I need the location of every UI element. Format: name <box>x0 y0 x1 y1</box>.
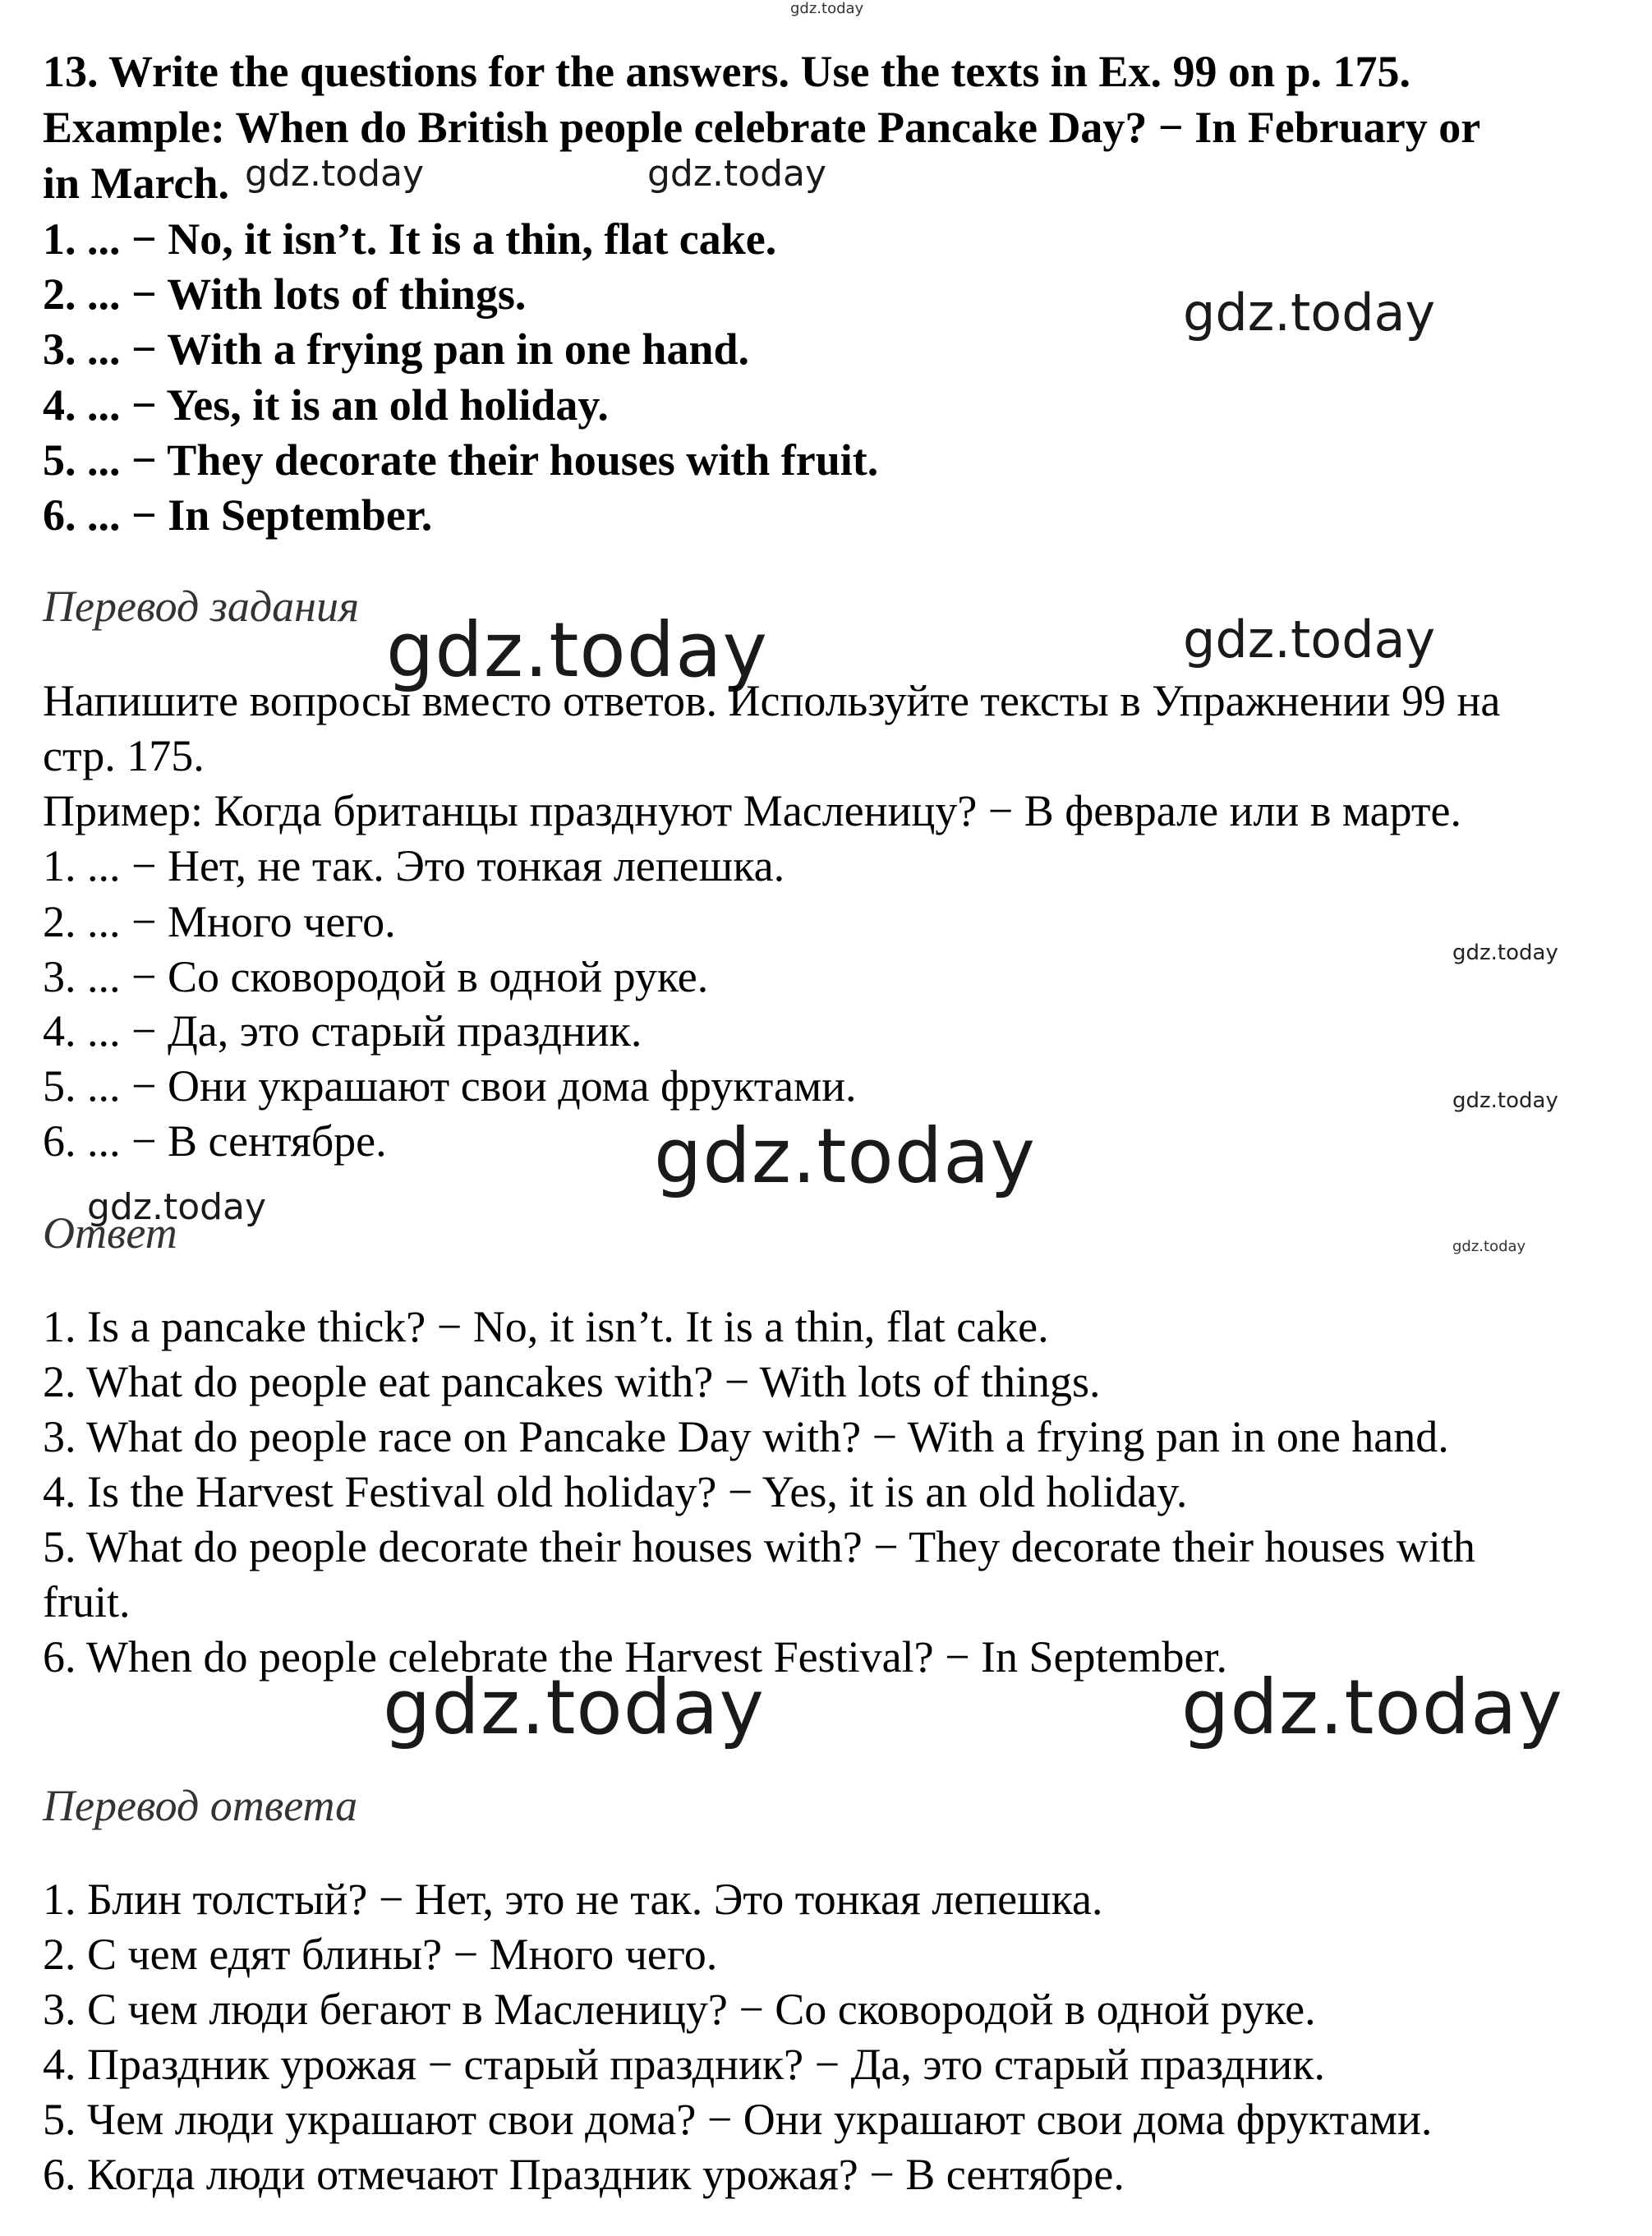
answer-item: 5. What do people decorate their houses with? − They decorate their houses with <box>43 1522 1475 1571</box>
answer-item: 2. What do people eat pancakes with? − With lots of things. <box>43 1357 1101 1406</box>
translation-item: 4. ... − Да, это старый праздник. <box>43 1006 642 1056</box>
translation-item: 2. ... − Много чего. <box>43 897 396 946</box>
answer-translation-item: 4. Праздник урожая − старый праздник? − Да, это старый праздник. <box>43 2040 1326 2089</box>
watermark: gdz.today <box>1181 1663 1563 1751</box>
task-title: 13. Write the questions for the answers. Use the texts in Ex. 99 on p. 175. <box>43 47 1411 96</box>
task-item: 4. ... − Yes, it is an old holiday. <box>43 380 609 430</box>
task-item: 2. ... − With lots of things. <box>43 269 527 319</box>
watermark: gdz.today <box>1452 1238 1526 1255</box>
watermark: gdz.today <box>654 1112 1036 1200</box>
answer-item: 3. What do people race on Pancake Day with? − With a frying pan in one hand. <box>43 1412 1449 1461</box>
translation-item: 3. ... − Со сковородой в одной руке. <box>43 952 709 1001</box>
answer-translation-heading: Перевод ответа <box>43 1781 358 1830</box>
watermark: gdz.today <box>790 0 864 17</box>
watermark: gdz.today <box>1452 1088 1558 1113</box>
watermark: gdz.today <box>1183 283 1436 343</box>
task-example-continued: in March. <box>43 159 229 208</box>
task-item: 6. ... − In September. <box>43 490 433 540</box>
task-item: 1. ... − No, it isn’t. It is a thin, flat cake. <box>43 214 777 264</box>
translation-item: 1. ... − Нет, не так. Это тонкая лепешка. <box>43 841 785 890</box>
watermark: gdz.today <box>647 153 827 195</box>
translation-instruction-continued: стр. 175. <box>43 731 205 780</box>
answer-translation-item: 3. С чем люди бегают в Масленицу? − Со сковородой в одной руке. <box>43 1985 1316 2034</box>
task-translation-heading: Перевод задания <box>43 582 360 631</box>
answer-item: 1. Is a pancake thick? − No, it isn’t. It is a thin, flat cake. <box>43 1302 1049 1351</box>
answer-translation-item: 5. Чем люди украшают свои дома? − Они украшают свои дома фруктами. <box>43 2095 1433 2144</box>
translation-item: 6. ... − В сентябре. <box>43 1116 387 1166</box>
watermark: gdz.today <box>386 606 768 694</box>
watermark: gdz.today <box>1452 941 1558 965</box>
answer-translation-item: 1. Блин толстый? − Нет, это не так. Это тонкая лепешка. <box>43 1875 1103 1924</box>
translation-example: Пример: Когда британцы празднуют Масленицу? − В феврале или в марте. <box>43 786 1461 835</box>
task-item: 5. ... − They decorate their houses with fruit. <box>43 435 879 485</box>
task-example: Example: When do British people celebrate Pancake Day? − In February or <box>43 103 1481 152</box>
answer-item: 6. When do people celebrate the Harvest Festival? − In September. <box>43 1632 1227 1682</box>
task-item: 3. ... − With a frying pan in one hand. <box>43 324 750 374</box>
watermark: gdz.today <box>1183 610 1436 669</box>
answer-item-continued: fruit. <box>43 1577 131 1626</box>
answer-item: 4. Is the Harvest Festival old holiday? − Yes, it is an old holiday. <box>43 1467 1188 1516</box>
watermark: gdz.today <box>87 1186 267 1228</box>
answer-heading: Ответ <box>43 1208 177 1258</box>
answer-translation-item: 2. С чем едят блины? − Много чего. <box>43 1930 718 1979</box>
translation-instruction: Напишите вопросы вместо ответов. Используйте тексты в Упражнении 99 на <box>43 676 1501 725</box>
watermark: gdz.today <box>245 153 425 195</box>
answer-translation-item: 6. Когда люди отмечают Праздник урожая? − В сентябре. <box>43 2150 1125 2199</box>
watermark: gdz.today <box>383 1663 765 1751</box>
translation-item: 5. ... − Они украшают свои дома фруктами. <box>43 1061 857 1111</box>
